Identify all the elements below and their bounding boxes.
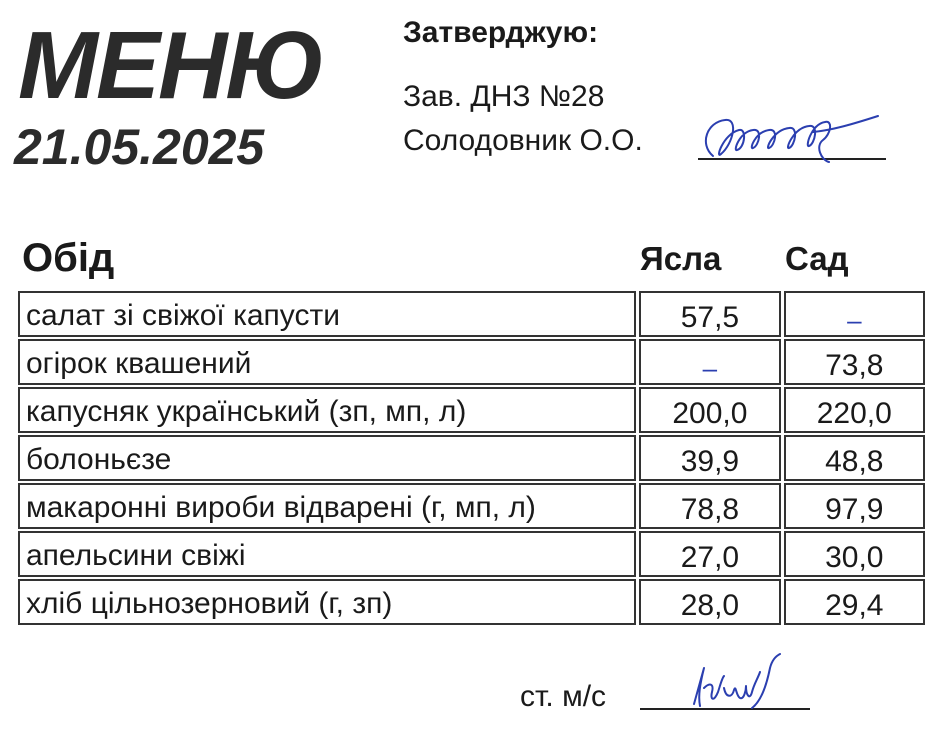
kindergarten-portion: 97,9 [784,483,925,529]
nursery-portion: 200,0 [639,387,780,433]
director-signature [693,104,888,168]
kindergarten-portion: 220,0 [784,387,925,433]
dish-name: апельсини свіжі [18,531,636,577]
dish-name: болоньєзе [18,435,636,481]
dish-name: хліб цільнозерновий (г, зп) [18,579,636,625]
menu-title: МЕНЮ [18,12,324,119]
approval-heading: Затверджую: [403,16,599,49]
approval-institution: Зав. ДНЗ №28 [403,80,605,113]
kindergarten-portion: – [784,291,925,337]
nursery-portion: 57,5 [639,291,780,337]
menu-row [18,435,925,481]
dish-name: капусняк український (зп, мп, л) [18,387,636,433]
nursery-portion: 28,0 [639,579,780,625]
dish-name: огірок квашений [18,339,636,385]
column-header-kindergarten: Сад [785,240,849,277]
section-title: Обід [22,236,115,280]
dish-name: салат зі свіжої капусти [18,291,636,337]
kindergarten-portion: 48,8 [784,435,925,481]
approval-name: Солодовник О.О. [403,124,643,157]
menu-row [18,531,925,577]
footer-label: ст. м/с [520,680,607,713]
nursery-portion: 27,0 [639,531,780,577]
menu-table [15,289,928,627]
nursery-portion: 39,9 [639,435,780,481]
kindergarten-portion: 29,4 [784,579,925,625]
nurse-signature [680,648,790,714]
kindergarten-portion: 73,8 [784,339,925,385]
nursery-portion: – [639,339,780,385]
menu-row [18,339,925,385]
menu-row [18,387,925,433]
column-header-nursery: Ясла [640,240,722,277]
menu-row [18,579,925,625]
menu-row [18,291,925,337]
nursery-portion: 78,8 [639,483,780,529]
dish-name: макаронні вироби відварені (г, мп, л) [18,483,636,529]
menu-date: 21.05.2025 [14,119,265,175]
kindergarten-portion: 30,0 [784,531,925,577]
menu-row [18,483,925,529]
